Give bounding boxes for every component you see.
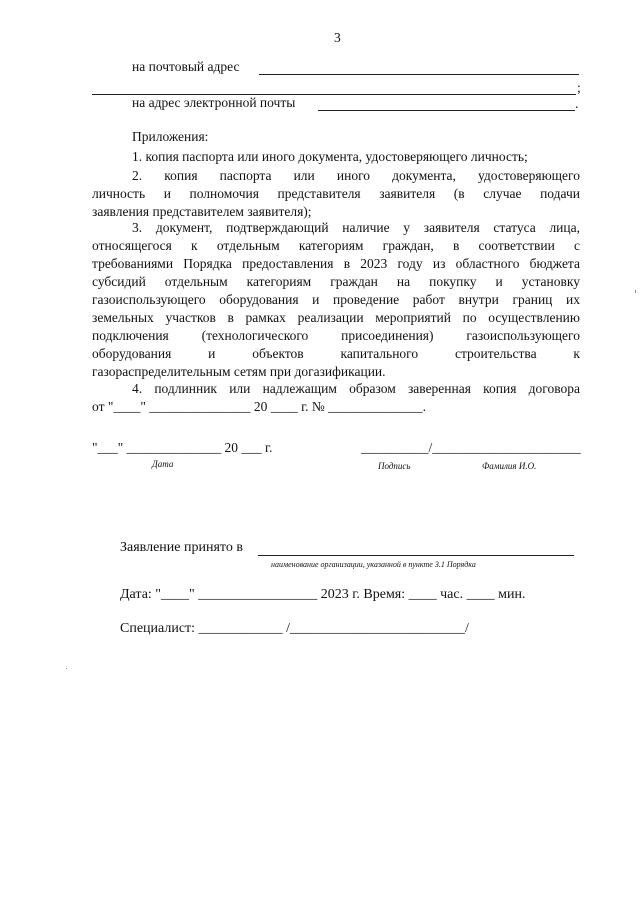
email-label: на адрес электронной почты <box>132 95 296 110</box>
attachment-item-3-line-5: газоиспользующего оборудования и проведение работ внутри границ их <box>92 292 580 307</box>
attachment-item-2-line-2: личность и полномочия представителя заявителя (в случае подачи <box>92 186 580 201</box>
applicant-date-line: "___" ______________ 20 ___ г. <box>92 440 273 455</box>
acceptance-organization-caption: наименование организации, указанной в пункте 3.1 Порядка <box>271 560 476 569</box>
scan-speck <box>66 668 67 669</box>
date-caption: Дата <box>152 459 174 469</box>
email-line <box>318 110 575 111</box>
attachment-item-3-line-2: относящегося к отдельным категориям граждан, в соответствии с <box>92 238 580 253</box>
attachment-item-3-line-4: субсидий отдельным категориям граждан на покупку и установку <box>92 274 580 289</box>
attachment-item-3-line-7: подключения (технологического присоединения) газоиспользующего <box>92 328 580 343</box>
acceptance-date-time: Дата: "____" _________________ 2023 г. Время: ____ час. ____ мин. <box>120 587 526 602</box>
attachment-item-3-line-3: требованиями Порядка предоставления в 2023 году из областного бюджета <box>92 256 580 271</box>
attachment-item-3-line-6: земельных участков в рамках реализации мероприятий по осуществлению <box>92 310 580 325</box>
attachment-item-1: 1. копия паспорта или иного документа, удостоверяющего личность; <box>132 149 528 164</box>
attachment-item-3-line-9: газораспределительным сетям при догазификации. <box>92 364 386 379</box>
postal-address-semicolon: ; <box>577 80 581 95</box>
email-end: . <box>575 96 579 111</box>
scan-speck <box>635 290 636 293</box>
attachment-item-3-line-8: оборудования и объектов капитального строительства к <box>92 346 580 361</box>
attachment-item-2-line-1: 2. копия паспорта или иного документа, удостоверяющего <box>132 168 580 183</box>
acceptance-label: Заявление принято в <box>120 540 243 555</box>
page-number: 3 <box>334 30 341 45</box>
postal-address-line-1 <box>259 74 579 75</box>
attachment-item-2-line-3: заявления представителем заявителя); <box>92 204 312 219</box>
attachment-item-3-line-1: 3. документ, подтверждающий наличие у заявителя статуса лица, <box>132 220 580 235</box>
attachment-item-4-line-1: 4. подлинник или надлежащим образом заверенная копия договора <box>132 381 580 396</box>
name-caption: Фамилия И.О. <box>482 461 537 471</box>
attachment-item-4-line-2: от "____" _______________ 20 ____ г. № ______________. <box>92 399 427 414</box>
specialist-line: Специалист: ____________ /_________________________/ <box>120 621 469 636</box>
acceptance-organization-line <box>258 555 574 556</box>
postal-address-label: на почтовый адрес <box>132 59 240 74</box>
attachments-heading: Приложения: <box>132 129 209 144</box>
signature-line: __________/______________________ <box>361 440 581 455</box>
signature-caption: Подпись <box>378 461 411 471</box>
